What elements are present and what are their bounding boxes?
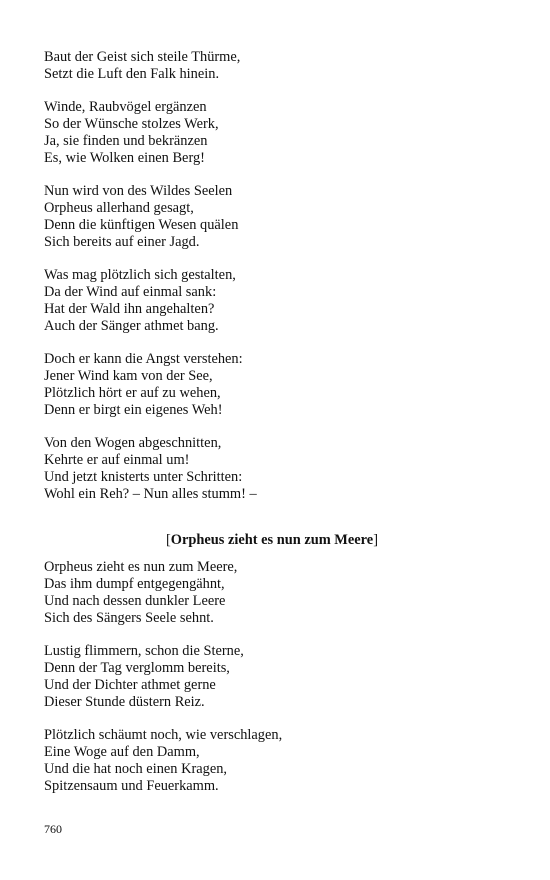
verse-line: Eine Woge auf den Damm,	[44, 744, 200, 760]
verse-line: Und der Dichter athmet gerne	[44, 677, 216, 693]
poem-page	[44, 49, 514, 811]
heading-open-bracket: [	[166, 532, 171, 548]
stanza	[44, 435, 514, 503]
verse-line: Jener Wind kam von der See,	[44, 368, 213, 384]
verse-line: Dieser Stunde düstern Reiz.	[44, 694, 205, 710]
verse-line: Sich bereits auf einer Jagd.	[44, 234, 200, 250]
verse-line: Lustig flimmern, schon die Sterne,	[44, 643, 244, 659]
poem-part-2	[44, 559, 514, 795]
verse-line: Hat der Wald ihn angehalten?	[44, 301, 215, 317]
verse-line: Winde, Raubvögel ergänzen	[44, 99, 207, 115]
stanza	[44, 49, 514, 83]
verse-line: Von den Wogen abgeschnitten,	[44, 435, 222, 451]
heading-title: Orpheus zieht es nun zum Meere	[170, 532, 374, 548]
page-number: 760	[44, 822, 62, 836]
verse-line: Nun wird von des Wildes Seelen	[44, 183, 233, 199]
verse-line: Es, wie Wolken einen Berg!	[44, 150, 205, 166]
poem-part-1	[44, 49, 514, 503]
verse-line: Was mag plötzlich sich gestalten,	[44, 267, 236, 283]
verse-line: Doch er kann die Angst verstehen:	[44, 351, 243, 367]
verse-line: Ja, sie finden und bekränzen	[44, 133, 208, 149]
verse-line: Das ihm dumpf entgegengähnt,	[44, 576, 225, 592]
stanza	[44, 267, 514, 335]
verse-line: Kehrte er auf einmal um!	[44, 452, 190, 468]
stanza	[44, 99, 514, 167]
verse-line: Plötzlich hört er auf zu wehen,	[44, 385, 221, 401]
verse-line: Orpheus zieht es nun zum Meere,	[44, 559, 238, 575]
verse-line: Plötzlich schäumt noch, wie verschlagen,	[44, 727, 283, 743]
verse-line: Sich des Sängers Seele sehnt.	[44, 610, 214, 626]
stanza	[44, 559, 514, 627]
stanza	[44, 643, 514, 711]
heading-close-bracket: ]	[373, 532, 378, 548]
section-heading	[44, 532, 514, 549]
stanza	[44, 183, 514, 251]
stanza	[44, 727, 514, 795]
verse-line: Baut der Geist sich steile Thürme,	[44, 49, 241, 65]
verse-line: Und nach dessen dunkler Leere	[44, 593, 226, 609]
verse-line: Denn der Tag verglomm bereits,	[44, 660, 230, 676]
verse-line: Wohl ein Reh? – Nun alles stumm! –	[44, 486, 257, 502]
verse-line: Spitzensaum und Feuerkamm.	[44, 778, 219, 794]
verse-line: Denn die künftigen Wesen quälen	[44, 217, 239, 233]
verse-line: Und die hat noch einen Kragen,	[44, 761, 228, 777]
verse-line: Orpheus allerhand gesagt,	[44, 200, 194, 216]
stanza	[44, 351, 514, 419]
verse-line: Da der Wind auf einmal sank:	[44, 284, 217, 300]
verse-line: Auch der Sänger athmet bang.	[44, 318, 219, 334]
verse-line: Und jetzt knisterts unter Schritten:	[44, 469, 243, 485]
verse-line: Denn er birgt ein eigenes Weh!	[44, 402, 223, 418]
verse-line: Setzt die Luft den Falk hinein.	[44, 66, 220, 82]
verse-line: So der Wünsche stolzes Werk,	[44, 116, 219, 132]
